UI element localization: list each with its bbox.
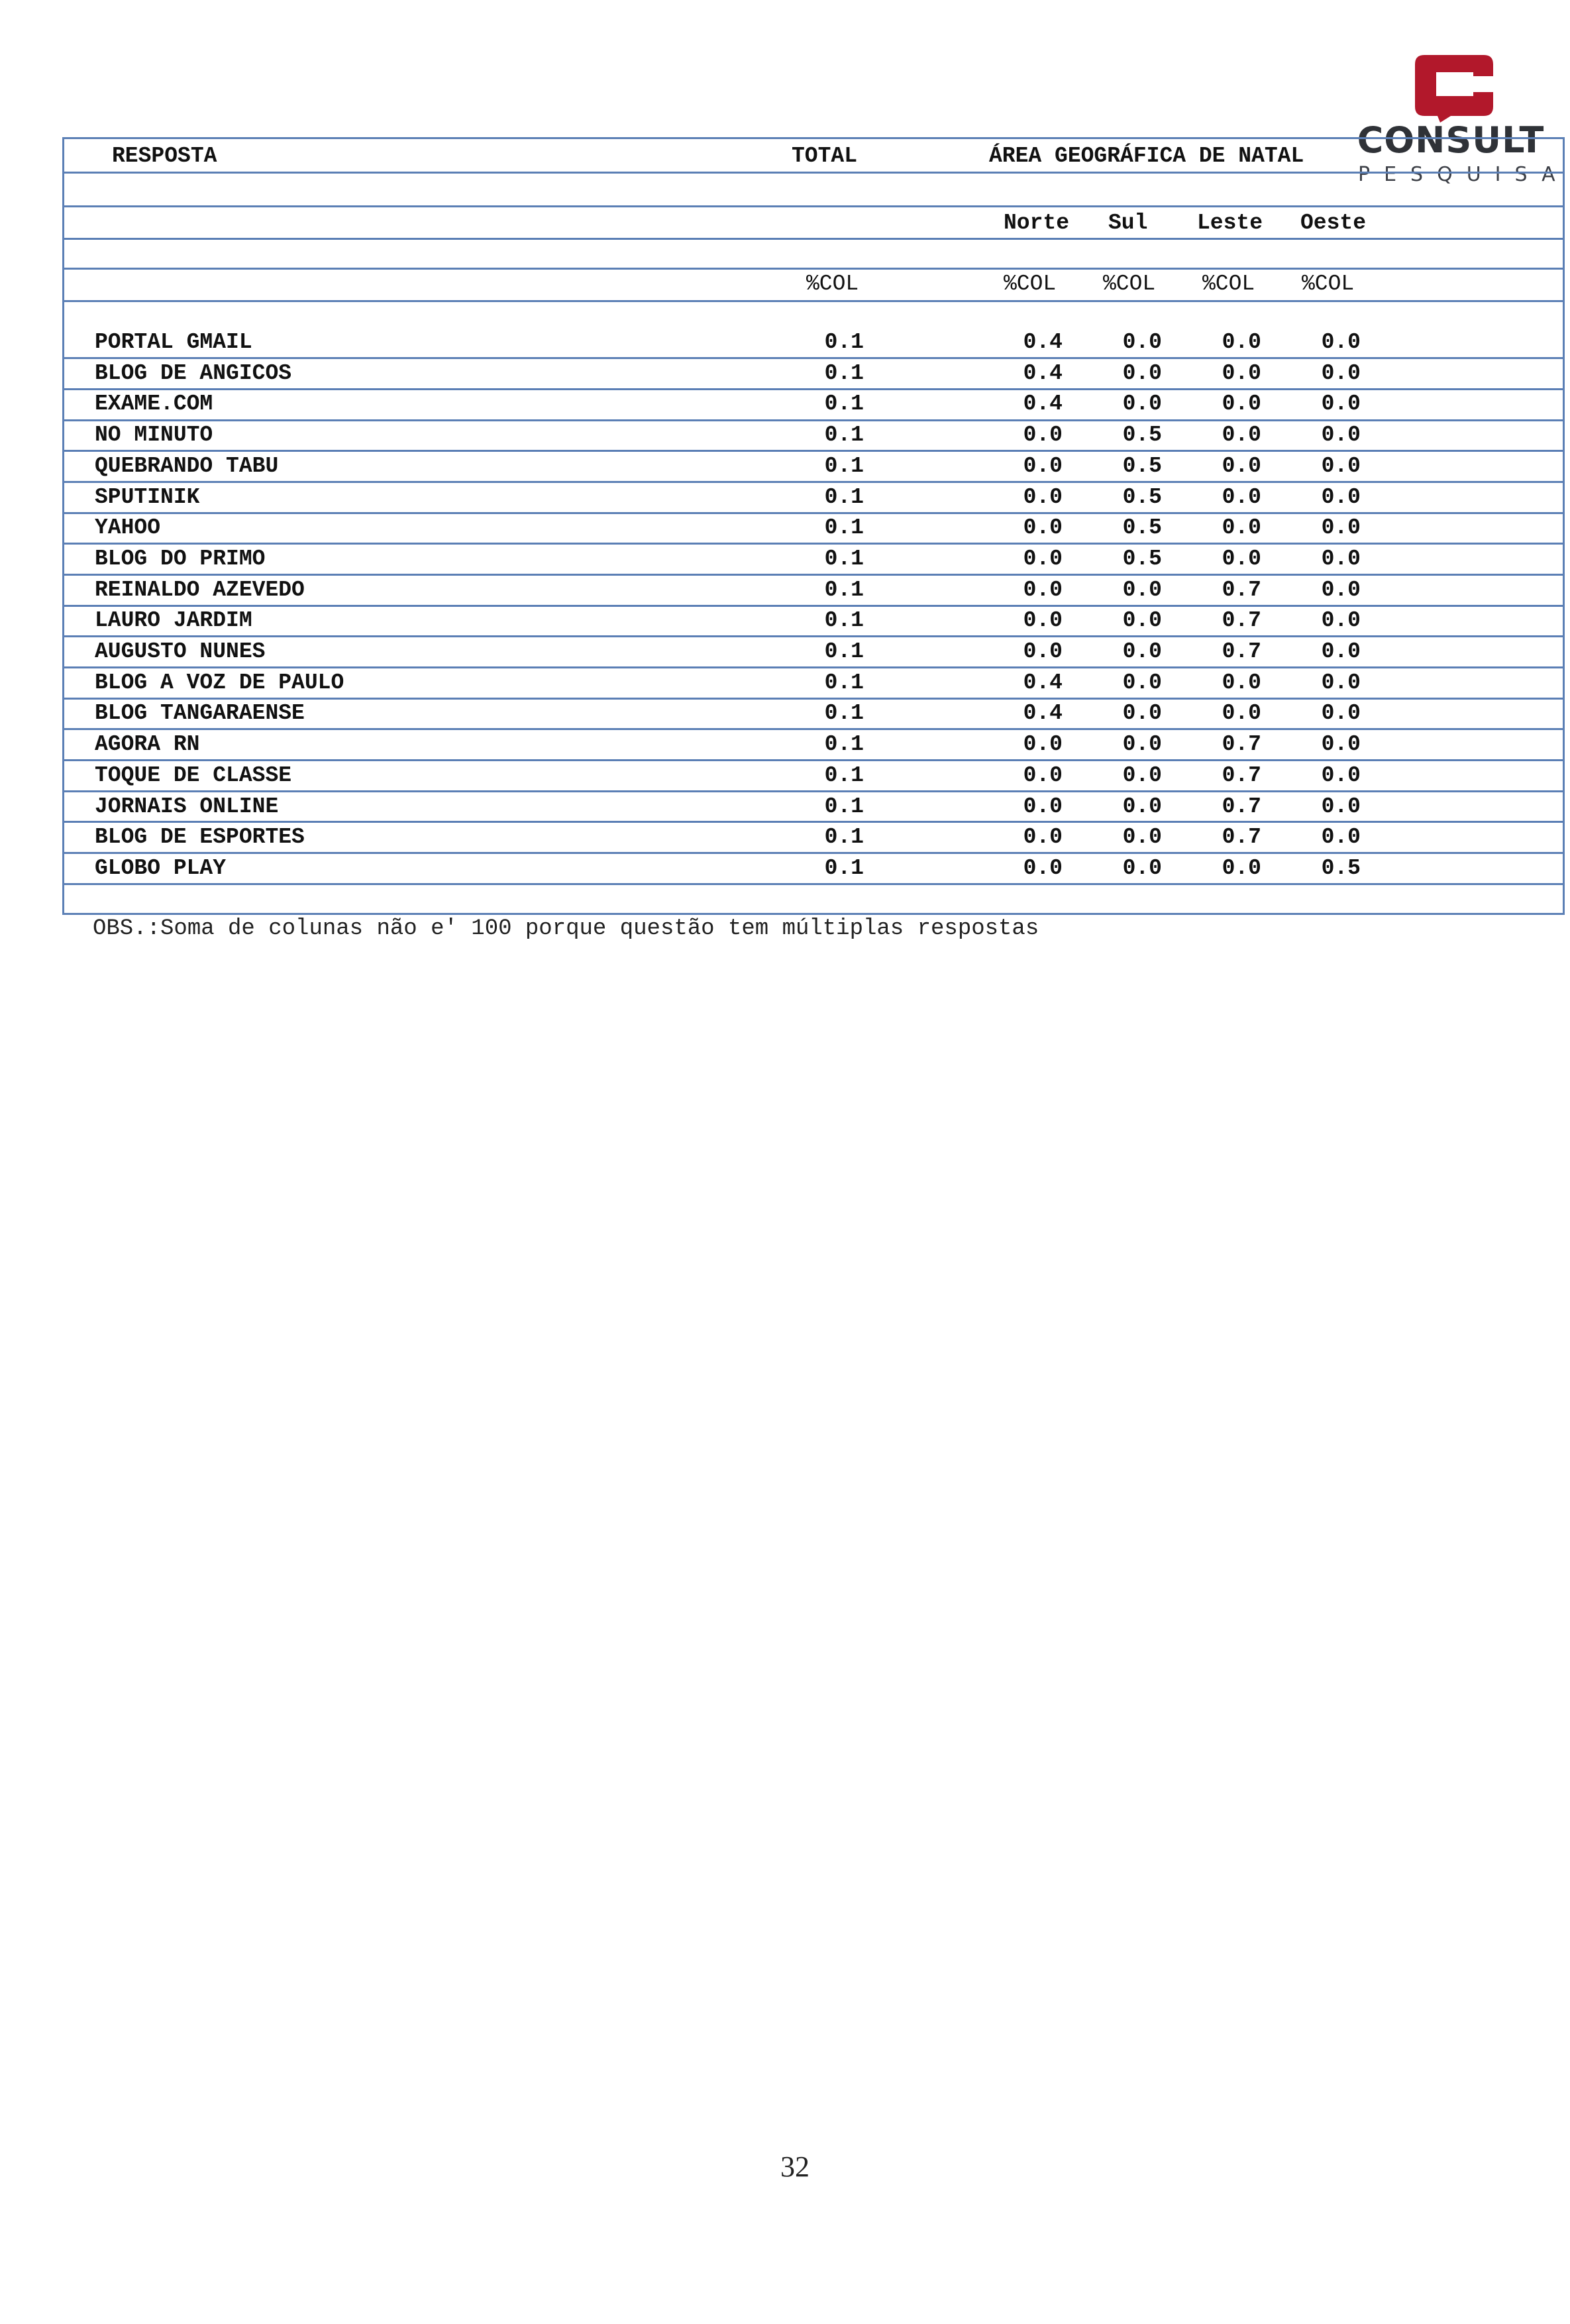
logo-brand: CONSULT — [1357, 119, 1545, 161]
row-value-sul: 0.5 — [1122, 485, 1162, 509]
row-value-leste: 0.7 — [1222, 763, 1261, 788]
table-divider — [64, 666, 1563, 668]
table-divider — [64, 728, 1563, 730]
row-value-total: 0.1 — [824, 732, 864, 757]
table-divider — [64, 574, 1563, 576]
row-value-oeste: 0.0 — [1321, 639, 1361, 664]
table-divider — [64, 172, 1563, 174]
row-value-leste: 0.0 — [1222, 454, 1261, 478]
row-value-leste: 0.7 — [1222, 608, 1261, 633]
row-value-oeste: 0.0 — [1321, 670, 1361, 695]
row-value-norte: 0.0 — [1023, 732, 1063, 757]
row-value-oeste: 0.0 — [1321, 515, 1361, 540]
header-resposta: RESPOSTA — [112, 144, 217, 168]
row-value-total: 0.1 — [824, 856, 864, 880]
row-value-total: 0.1 — [824, 825, 864, 849]
row-value-sul: 0.0 — [1122, 670, 1162, 695]
row-value-total: 0.1 — [824, 639, 864, 664]
row-label: AGORA RN — [95, 732, 200, 757]
observation-note: OBS.:Soma de colunas não e' 100 porque questão tem múltiplas respostas — [93, 916, 1039, 941]
row-value-oeste: 0.0 — [1321, 794, 1361, 819]
table-divider — [64, 300, 1563, 302]
table-divider — [64, 635, 1563, 637]
row-value-norte: 0.0 — [1023, 547, 1063, 571]
row-value-oeste: 0.0 — [1321, 763, 1361, 788]
row-value-total: 0.1 — [824, 485, 864, 509]
row-value-norte: 0.0 — [1023, 515, 1063, 540]
row-value-leste: 0.0 — [1222, 856, 1261, 880]
table-divider — [64, 419, 1563, 421]
row-value-total: 0.1 — [824, 330, 864, 354]
row-value-oeste: 0.0 — [1321, 701, 1361, 725]
row-value-oeste: 0.0 — [1321, 423, 1361, 447]
table-divider — [64, 852, 1563, 854]
row-label: BLOG DE ESPORTES — [95, 825, 305, 849]
row-label: GLOBO PLAY — [95, 856, 227, 880]
row-value-norte: 0.0 — [1023, 639, 1063, 664]
row-value-sul: 0.0 — [1122, 794, 1162, 819]
table-divider — [64, 790, 1563, 792]
row-value-sul: 0.0 — [1122, 639, 1162, 664]
row-value-oeste: 0.0 — [1321, 578, 1361, 602]
row-value-total: 0.1 — [824, 608, 864, 633]
row-value-sul: 0.0 — [1122, 732, 1162, 757]
row-value-oeste: 0.0 — [1321, 454, 1361, 478]
region-leste: Leste — [1197, 211, 1263, 235]
row-label: LAURO JARDIM — [95, 608, 252, 633]
row-value-norte: 0.0 — [1023, 825, 1063, 849]
table-divider — [64, 512, 1563, 514]
row-value-norte: 0.0 — [1023, 578, 1063, 602]
row-value-total: 0.1 — [824, 578, 864, 602]
table-divider — [64, 883, 1563, 885]
table-divider — [64, 759, 1563, 761]
table-divider — [64, 268, 1563, 270]
row-value-leste: 0.7 — [1222, 825, 1261, 849]
row-label: BLOG DE ANGICOS — [95, 361, 292, 386]
row-value-norte: 0.4 — [1023, 330, 1063, 354]
header-area-geografica: ÁREA GEOGRÁFICA DE NATAL — [989, 144, 1304, 168]
row-value-total: 0.1 — [824, 515, 864, 540]
row-value-norte: 0.4 — [1023, 670, 1063, 695]
row-value-total: 0.1 — [824, 701, 864, 725]
row-value-total: 0.1 — [824, 547, 864, 571]
row-value-sul: 0.0 — [1122, 763, 1162, 788]
row-value-oeste: 0.0 — [1321, 485, 1361, 509]
survey-table — [62, 137, 1569, 915]
row-value-total: 0.1 — [824, 763, 864, 788]
row-value-leste: 0.0 — [1222, 701, 1261, 725]
row-value-total: 0.1 — [824, 361, 864, 386]
row-value-leste: 0.0 — [1222, 547, 1261, 571]
row-value-total: 0.1 — [824, 454, 864, 478]
row-value-sul: 0.5 — [1122, 423, 1162, 447]
row-value-leste: 0.0 — [1222, 670, 1261, 695]
row-label: EXAME.COM — [95, 392, 213, 416]
region-sul: Sul — [1108, 211, 1148, 235]
row-value-leste: 0.0 — [1222, 515, 1261, 540]
row-value-leste: 0.0 — [1222, 392, 1261, 416]
row-value-sul: 0.0 — [1122, 361, 1162, 386]
table-divider — [64, 205, 1563, 207]
row-value-leste: 0.7 — [1222, 732, 1261, 757]
row-label: PORTAL GMAIL — [95, 330, 252, 354]
row-label: BLOG TANGARAENSE — [95, 701, 305, 725]
unit-label-sul: %COL — [1103, 272, 1156, 296]
unit-label-total: %COL — [806, 272, 859, 296]
row-value-sul: 0.0 — [1122, 856, 1162, 880]
row-value-norte: 0.0 — [1023, 794, 1063, 819]
row-value-oeste: 0.0 — [1321, 392, 1361, 416]
region-oeste: Oeste — [1300, 211, 1367, 235]
table-divider — [64, 238, 1563, 240]
table-divider — [64, 605, 1563, 607]
row-value-sul: 0.0 — [1122, 330, 1162, 354]
region-norte: Norte — [1004, 211, 1070, 235]
row-value-leste: 0.0 — [1222, 485, 1261, 509]
row-value-sul: 0.5 — [1122, 454, 1162, 478]
row-label: AUGUSTO NUNES — [95, 639, 266, 664]
row-value-sul: 0.0 — [1122, 701, 1162, 725]
unit-label-norte: %COL — [1004, 272, 1057, 296]
row-value-sul: 0.0 — [1122, 608, 1162, 633]
logo-tagline: PESQUISA — [1358, 163, 1569, 186]
row-value-sul: 0.5 — [1122, 515, 1162, 540]
header-total: TOTAL — [792, 144, 858, 168]
table-divider — [64, 450, 1563, 452]
row-value-oeste: 0.0 — [1321, 330, 1361, 354]
row-value-oeste: 0.5 — [1321, 856, 1361, 880]
row-label: QUEBRANDO TABU — [95, 454, 279, 478]
row-value-total: 0.1 — [824, 794, 864, 819]
row-value-norte: 0.4 — [1023, 392, 1063, 416]
table-divider — [64, 357, 1563, 359]
row-label: JORNAIS ONLINE — [95, 794, 279, 819]
table-divider — [64, 821, 1563, 823]
table-divider — [64, 388, 1563, 390]
table-divider — [64, 698, 1563, 700]
row-value-sul: 0.0 — [1122, 578, 1162, 602]
row-label: BLOG DO PRIMO — [95, 547, 266, 571]
row-value-norte: 0.0 — [1023, 454, 1063, 478]
row-value-sul: 0.0 — [1122, 392, 1162, 416]
row-value-total: 0.1 — [824, 392, 864, 416]
row-value-oeste: 0.0 — [1321, 361, 1361, 386]
row-value-sul: 0.5 — [1122, 547, 1162, 571]
row-value-norte: 0.4 — [1023, 701, 1063, 725]
row-value-norte: 0.0 — [1023, 608, 1063, 633]
row-value-norte: 0.0 — [1023, 763, 1063, 788]
table-divider — [64, 543, 1563, 545]
page-number: 32 — [780, 2150, 810, 2183]
row-label: REINALDO AZEVEDO — [95, 578, 305, 602]
row-value-leste: 0.7 — [1222, 639, 1261, 664]
row-value-leste: 0.0 — [1222, 330, 1261, 354]
row-label: NO MINUTO — [95, 423, 213, 447]
table-divider — [64, 481, 1563, 483]
row-value-leste: 0.0 — [1222, 361, 1261, 386]
row-label: SPUTINIK — [95, 485, 200, 509]
row-value-leste: 0.0 — [1222, 423, 1261, 447]
consult-logo-mark-icon — [1411, 50, 1497, 123]
unit-label-leste: %COL — [1202, 272, 1255, 296]
row-label: TOQUE DE CLASSE — [95, 763, 292, 788]
row-label: YAHOO — [95, 515, 161, 540]
row-value-oeste: 0.0 — [1321, 825, 1361, 849]
row-value-leste: 0.7 — [1222, 794, 1261, 819]
row-value-oeste: 0.0 — [1321, 547, 1361, 571]
row-value-total: 0.1 — [824, 670, 864, 695]
row-value-sul: 0.0 — [1122, 825, 1162, 849]
row-label: BLOG A VOZ DE PAULO — [95, 670, 344, 695]
row-value-norte: 0.0 — [1023, 856, 1063, 880]
row-value-norte: 0.0 — [1023, 485, 1063, 509]
row-value-leste: 0.7 — [1222, 578, 1261, 602]
row-value-norte: 0.4 — [1023, 361, 1063, 386]
row-value-total: 0.1 — [824, 423, 864, 447]
row-value-norte: 0.0 — [1023, 423, 1063, 447]
row-value-oeste: 0.0 — [1321, 732, 1361, 757]
unit-label-oeste: %COL — [1302, 272, 1355, 296]
row-value-oeste: 0.0 — [1321, 608, 1361, 633]
